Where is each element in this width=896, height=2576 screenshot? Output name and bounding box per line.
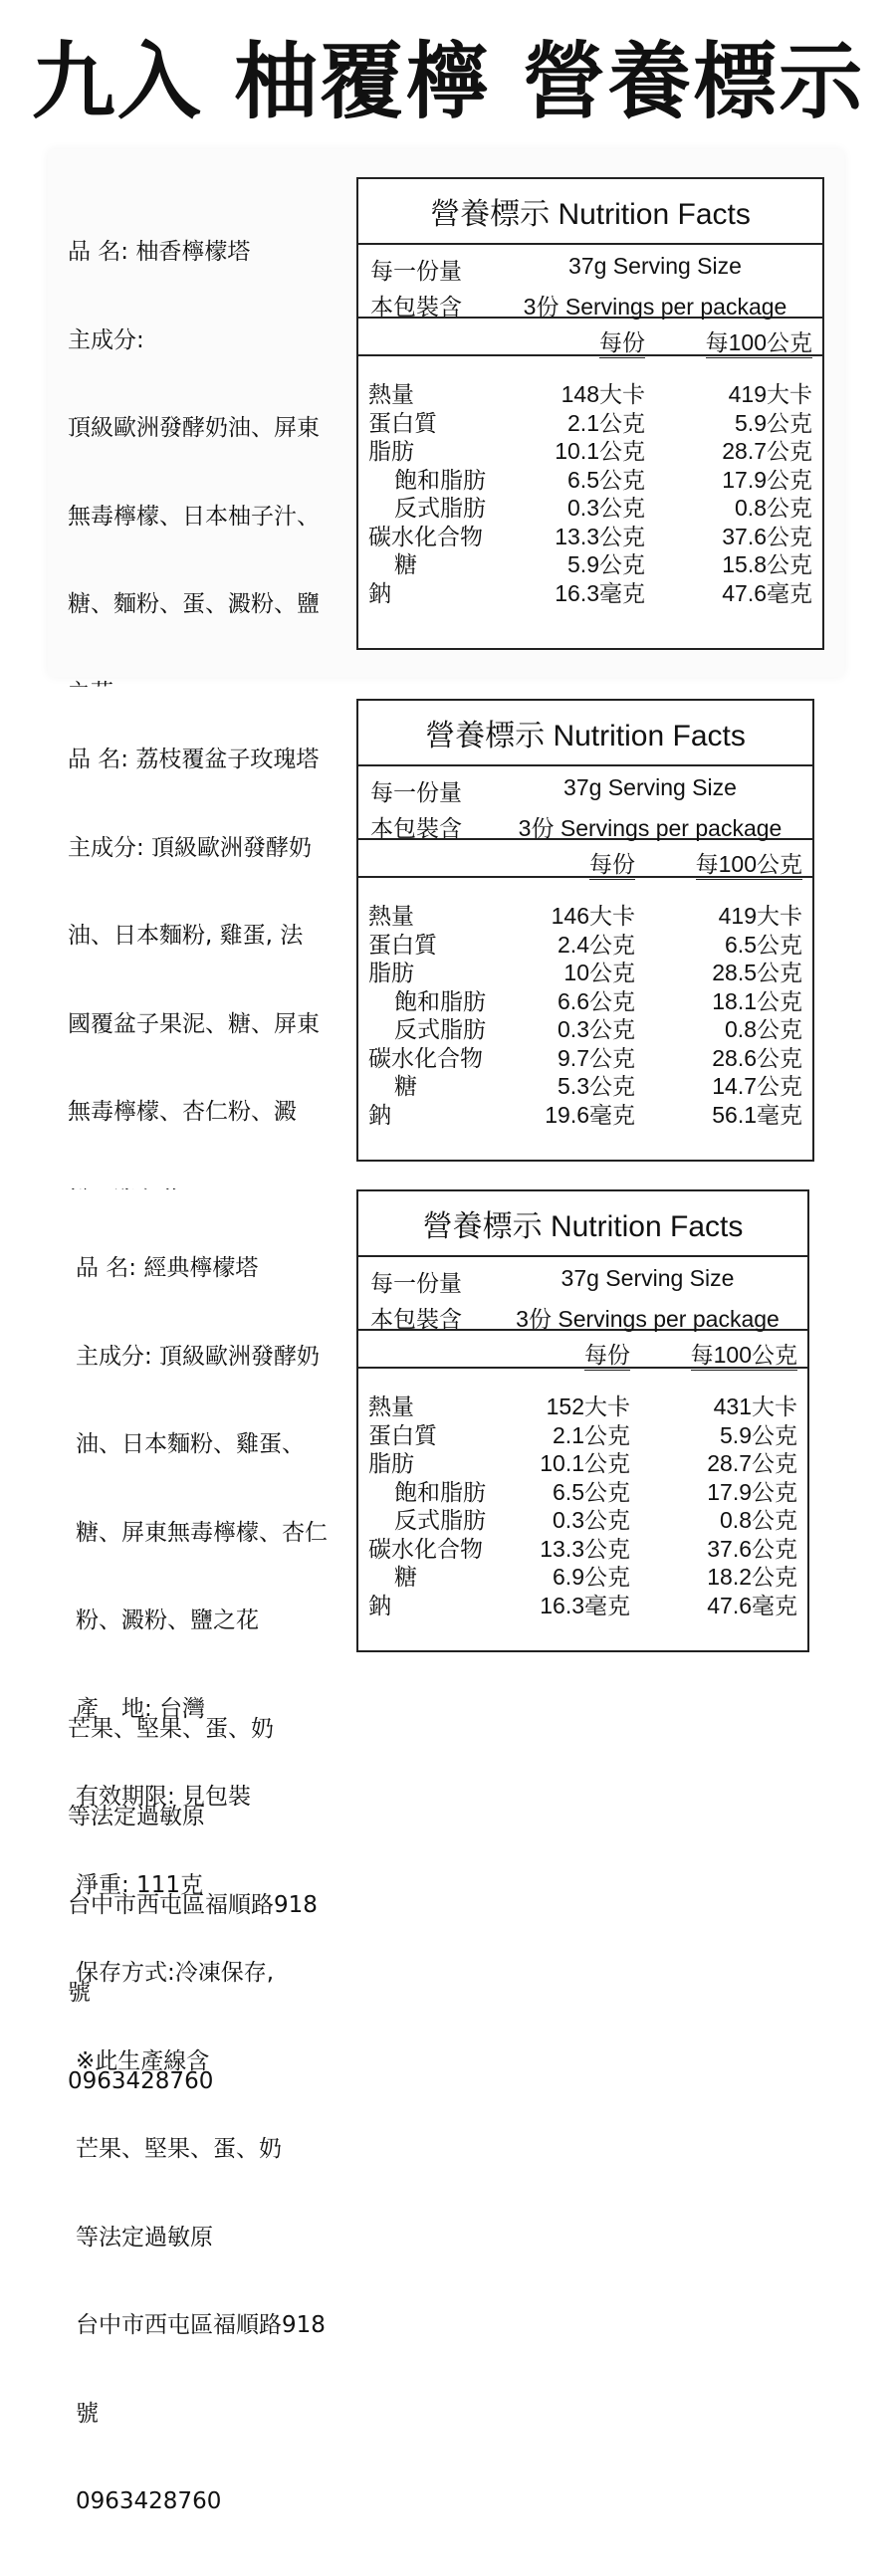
nutrient-per-serving: 148大卡: [560, 381, 645, 407]
col-per-serving: 每份: [599, 324, 645, 358]
nutrient-per-serving: 13.3公克: [555, 523, 645, 549]
nutrient-name: 飽和脂肪: [394, 466, 486, 493]
nutrient-per-serving: 0.3公克: [553, 1507, 630, 1533]
serving-label: 每一份量: [370, 258, 462, 284]
info-line: 無毒檸檬、日本柚子汁、: [68, 503, 320, 530]
nutrient-per-100g: 0.8公克: [720, 1507, 797, 1533]
nutrient-per-100g: 37.6公克: [722, 523, 812, 549]
package-label: 本包裝含: [370, 1306, 462, 1332]
info-line: 號: [76, 2400, 99, 2427]
nutrition-facts-title: 營養標示 Nutrition Facts: [358, 1191, 807, 1257]
nutrition-facts-table: [356, 177, 824, 650]
nutrient-per-serving: 6.6公克: [558, 987, 635, 1014]
nutrient-per-serving: 0.3公克: [558, 1016, 635, 1042]
nutrient-per-serving: 13.3公克: [540, 1535, 630, 1562]
nutrient-per-serving: 6.9公克: [553, 1564, 630, 1590]
nutrient-name: 蛋白質: [368, 1421, 437, 1448]
nutrient-row: [358, 1502, 807, 1531]
nutrient-per-100g: 0.8公克: [725, 1016, 802, 1042]
product-card: [48, 1189, 844, 2514]
package-label: 本包裝含: [370, 294, 462, 320]
nutrient-per-100g: 17.9公克: [707, 1478, 797, 1505]
nutrient-name: 脂肪: [368, 960, 414, 985]
info-line: 0963428760: [68, 2067, 214, 2094]
nutrient-per-100g: 419大卡: [728, 381, 812, 407]
nutrient-rows: [358, 356, 822, 606]
nutrient-row: [358, 1531, 807, 1560]
info-line: 台中市西屯區福順路918: [76, 2312, 326, 2338]
nutrient-row: [358, 927, 812, 956]
info-line: 0963428760: [76, 2488, 222, 2514]
nutrient-name: 反式脂肪: [394, 1507, 486, 1533]
nutrient-rows: [358, 1369, 807, 1618]
nutrient-per-serving: 6.5公克: [553, 1478, 630, 1505]
nutrient-per-serving: 2.4公克: [558, 931, 635, 958]
col-per-100g: 每100公克: [696, 846, 802, 880]
nutrient-per-serving: 6.5公克: [567, 466, 645, 493]
nutrient-row: [358, 519, 822, 547]
nutrient-per-serving: 2.1公克: [553, 1421, 630, 1448]
info-line: 保存方式:冷凍保存,: [76, 1960, 275, 1986]
nutrient-per-serving: 5.3公克: [558, 1073, 635, 1099]
nutrient-row: [358, 1588, 807, 1616]
nutrient-row: [358, 1559, 807, 1588]
nutrient-per-100g: 419大卡: [718, 903, 802, 929]
serving-value: 37g Serving Size: [560, 1265, 735, 1291]
nutrient-name: 糖: [394, 1073, 417, 1099]
nutrient-name: 碳水化合物: [368, 1044, 483, 1071]
nutrient-row: [358, 433, 822, 462]
info-line: 產 地: 台灣: [76, 1695, 206, 1722]
info-line: 主成分: 頂級歐洲發酵奶: [68, 834, 313, 861]
package-label: 本包裝含: [370, 815, 462, 841]
info-line: 糖、屏東無毒檸檬、杏仁: [76, 1519, 328, 1546]
nutrient-name: 反式脂肪: [394, 495, 486, 521]
nutrient-name: 糖: [394, 1564, 417, 1590]
nutrient-per-serving: 5.9公克: [567, 551, 645, 577]
nutrient-per-serving: 2.1公克: [567, 409, 645, 436]
nutrient-row: [358, 955, 812, 983]
nutrient-per-serving: 16.3毫克: [540, 1592, 630, 1618]
info-line: 台中市西屯區福順路918: [68, 1891, 318, 1918]
col-per-serving: 每份: [589, 846, 635, 880]
nutrient-per-serving: 152大卡: [546, 1394, 630, 1419]
nutrient-per-100g: 18.1公克: [712, 987, 802, 1014]
nutrient-name: 飽和脂肪: [394, 1478, 486, 1505]
info-line: 品 名: 經典檸檬塔: [76, 1255, 259, 1281]
info-line: 主成分:: [68, 326, 144, 353]
nutrient-row: [358, 490, 822, 519]
package-value: 3份 Servings per package: [518, 815, 783, 841]
info-line: 號: [68, 1980, 91, 2006]
page-title: 九入 柚覆檸 營養標示: [31, 33, 865, 130]
nutrient-row: [358, 983, 812, 1012]
nutrient-row: [358, 1011, 812, 1040]
nutrient-row: [358, 1068, 812, 1097]
nutrient-per-100g: 6.5公克: [725, 931, 802, 958]
nutrient-name: 熱量: [368, 903, 414, 929]
info-line: 糖、麵粉、蛋、澱粉、鹽: [68, 591, 320, 617]
info-line: 品 名: 柚香檸檬塔: [68, 239, 251, 265]
nutrient-per-100g: 14.7公克: [712, 1073, 802, 1099]
nutrient-name: 蛋白質: [368, 409, 437, 436]
info-line: 芒果、堅果、蛋、奶: [68, 1715, 274, 1742]
col-per-100g: 每100公克: [691, 1337, 797, 1371]
nutrient-row: [358, 575, 822, 604]
nutrient-per-serving: 16.3毫克: [555, 579, 645, 606]
nutrient-row: [358, 1389, 807, 1417]
nutrient-name: 脂肪: [368, 438, 414, 464]
info-line: 油、日本麵粉、雞蛋、: [76, 1431, 305, 1457]
nutrient-name: 脂肪: [368, 1450, 414, 1476]
info-line: 等法定過敏原: [76, 2224, 213, 2251]
nutrient-row: [358, 1097, 812, 1126]
info-line: 等法定過敏原: [68, 1804, 205, 1829]
product-info: [76, 1195, 374, 2576]
nutrition-facts-title: 營養標示 Nutrition Facts: [358, 701, 812, 766]
info-line: ※此生產線含: [76, 2047, 210, 2074]
nutrient-per-100g: 15.8公克: [722, 551, 812, 577]
info-line: 無毒檸檬、杏仁粉、澱: [68, 1099, 297, 1125]
info-line: 淨重: 111克: [76, 1871, 203, 1898]
nutrient-rows: [358, 878, 812, 1128]
nutrient-name: 碳水化合物: [368, 523, 483, 549]
info-line: 油、日本麵粉, 雞蛋, 法: [68, 923, 304, 949]
nutrition-facts-title: 營養標示 Nutrition Facts: [358, 179, 822, 245]
nutrient-per-100g: 47.6毫克: [707, 1592, 797, 1618]
nutrient-per-serving: 10公克: [563, 960, 635, 985]
info-line: 國覆盆子果泥、糖、屏東: [68, 1010, 320, 1037]
nutrient-name: 糖: [394, 551, 417, 577]
info-line: 主成分: 頂級歐洲發酵奶: [76, 1343, 321, 1370]
nutrient-name: 鈉: [368, 579, 391, 606]
nutrient-per-serving: 146大卡: [551, 903, 635, 929]
nutrient-name: 鈉: [368, 1592, 391, 1618]
nutrition-facts-table: [356, 699, 814, 1162]
nutrient-name: 熱量: [368, 1394, 414, 1419]
serving-label: 每一份量: [370, 779, 462, 805]
nutrient-row: [358, 546, 822, 575]
nutrient-per-serving: 10.1公克: [555, 438, 645, 464]
nutrient-per-100g: 28.5公克: [712, 960, 802, 985]
nutrition-facts-table: [356, 1189, 809, 1652]
info-line: 芒果、堅果、蛋、奶: [76, 2136, 282, 2162]
nutrient-per-serving: 19.6毫克: [545, 1101, 635, 1128]
nutrient-row: [358, 462, 822, 491]
package-value: 3份 Servings per package: [516, 1306, 780, 1332]
nutrient-per-100g: 37.6公克: [707, 1535, 797, 1562]
nutrient-row: [358, 1040, 812, 1069]
nutrient-per-100g: 28.7公克: [707, 1450, 797, 1476]
nutrient-per-serving: 0.3公克: [567, 495, 645, 521]
nutrient-name: 鈉: [368, 1101, 391, 1128]
nutrient-per-serving: 10.1公克: [540, 1450, 630, 1476]
nutrient-name: 熱量: [368, 381, 414, 407]
info-line: 頂級歐洲發酵奶油、屏東: [68, 415, 320, 441]
nutrient-row: [358, 376, 822, 405]
col-per-100g: 每100公克: [706, 324, 812, 358]
info-line: 品 名: 荔枝覆盆子玫瑰塔: [68, 747, 320, 772]
serving-label: 每一份量: [370, 1270, 462, 1296]
nutrient-name: 碳水化合物: [368, 1535, 483, 1562]
nutrient-row: [358, 1474, 807, 1503]
nutrient-row: [358, 1445, 807, 1474]
nutrient-name: 飽和脂肪: [394, 987, 486, 1014]
nutrient-per-100g: 28.6公克: [712, 1044, 802, 1071]
nutrient-row: [358, 405, 822, 434]
col-per-serving: 每份: [584, 1337, 630, 1371]
nutrient-per-100g: 431大卡: [713, 1394, 797, 1419]
nutrient-per-100g: 18.2公克: [707, 1564, 797, 1590]
nutrient-name: 反式脂肪: [394, 1016, 486, 1042]
nutrient-per-100g: 0.8公克: [735, 495, 812, 521]
nutrient-per-100g: 28.7公克: [722, 438, 812, 464]
info-line: 粉、澱粉、鹽之花: [76, 1608, 259, 1633]
nutrient-per-serving: 9.7公克: [558, 1044, 635, 1071]
info-line: 有效期限: 見包裝: [76, 1784, 252, 1810]
nutrient-row: [358, 1417, 807, 1446]
nutrient-row: [358, 898, 812, 927]
nutrient-per-100g: 56.1毫克: [712, 1101, 802, 1128]
serving-value: 37g Serving Size: [568, 253, 742, 279]
nutrient-per-100g: 17.9公克: [722, 466, 812, 493]
serving-value: 37g Serving Size: [563, 774, 737, 800]
package-value: 3份 Servings per package: [523, 294, 787, 320]
nutrient-per-100g: 5.9公克: [720, 1421, 797, 1448]
nutrient-per-100g: 47.6毫克: [722, 579, 812, 606]
product-card: [48, 149, 844, 677]
nutrient-name: 蛋白質: [368, 931, 437, 958]
nutrient-per-100g: 5.9公克: [735, 409, 812, 436]
